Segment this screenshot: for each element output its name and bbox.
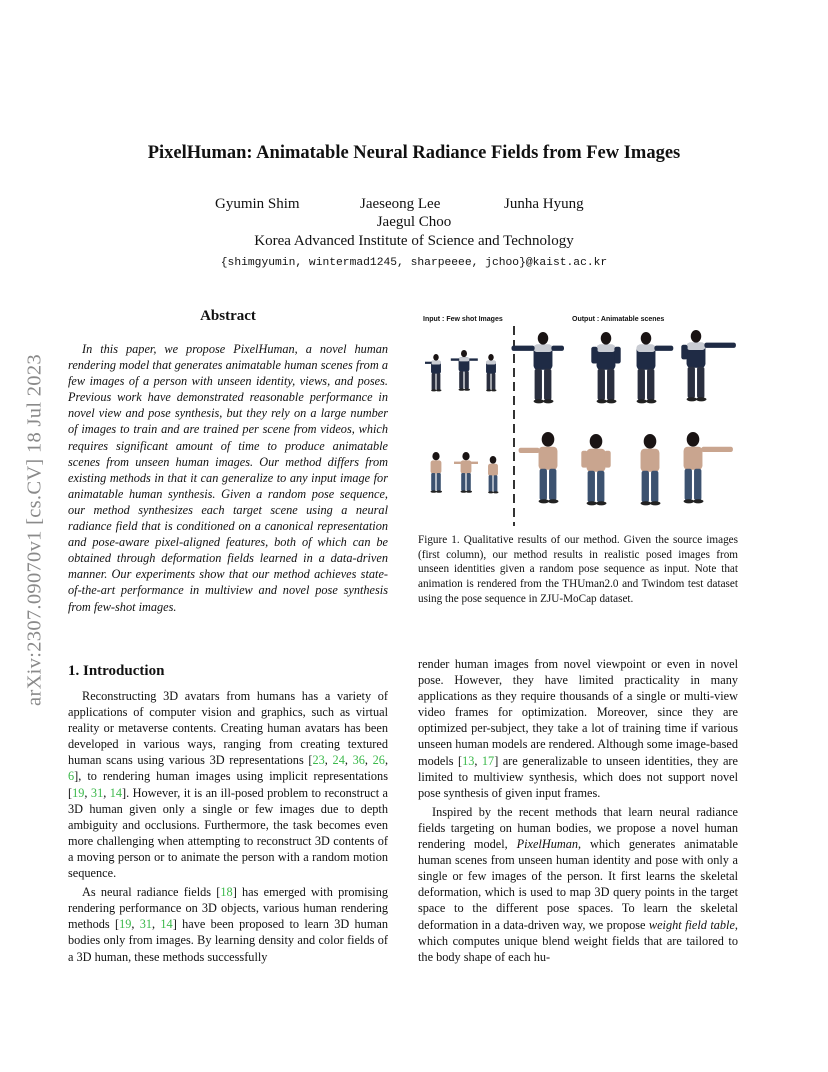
paper-title: PixelHuman: Animatable Neural Radiance Fields from Few Images [147,143,681,163]
citation-link[interactable]: 31 [139,917,153,932]
citation-link[interactable]: 19 [119,917,132,932]
abstract-body [68,341,388,615]
intro-right-column [418,656,738,965]
arxiv-sidebar [10,290,60,770]
citation-link[interactable]: 26 [372,753,385,768]
citation-link[interactable]: 31 [90,785,104,800]
author-1: Gyumin Shim [215,196,300,212]
figure-1-caption: Figure 1. Qualitative results of our method. Given the source images (first column), our method results in realistic posed images from unseen identities given a random pose sequence as input. Note that animation is rendered from the THUman2.0 and Twindom test dataset using the pose sequence in ZJU-MoCap dataset. [418,534,738,605]
figure-input-label: Input : Few shot Images [423,316,503,323]
citation-link[interactable]: 19 [72,785,85,800]
citation-link[interactable]: 23 [312,753,325,768]
intro-left-column [68,688,388,965]
citation-link[interactable]: 13 [462,753,475,768]
arxiv-identifier: arXiv:2307.09070v1 [cs.CV] 18 Jul 2023 [23,354,46,706]
affiliation: Korea Advanced Institute of Science and Technology [254,233,574,249]
author-4: Jaegul Choo [376,214,452,230]
citation-link[interactable]: 17 [481,753,495,768]
figure-1 [418,316,738,528]
citation-link[interactable]: 14 [109,785,123,800]
citation-link[interactable]: 14 [160,917,173,932]
author-2: Jaeseong Lee [360,196,441,212]
figure-1-image [418,326,738,528]
citation-link[interactable]: 24 [332,753,345,768]
intro-paragraph-4: Inspired by the recent methods that learn neural radiance fields targeting on human bodies, we propose a novel human rendering model, PixelHuman, which generates animatable human scenes from unseen human identity and pose with only a single or few images of the person. It first learns the skeletal deformation, which is used to map 3D query points in the target space to the different pose spaces. To learn the skeletal deformation in a data-driven way, we propose weight field table, which computes unique blend weight fields that are tailored to the body shape of each hu- [418,804,739,964]
abstract-heading: Abstract [200,308,256,324]
author-emails: {shimgyumin, wintermad1245, sharpeeee, jchoo}@kaist.ac.kr [220,257,608,269]
abstract-text: In this paper, we propose PixelHuman, a novel human rendering model that generates animatable human scenes from a few images of a person with unseen identity, views, and poses. Previous work have demonstrated reasonable performance in novel view and pose synthesis, but they rely on a large number of images to train and are trained per scene from videos, which requires significant amount of time to produce animatable scenes from unseen human images. Our method differs from existing methods in that it can generalize to any input image for animatable human synthesis. Given a random pose sequence, our method synthesizes each target scene using a neural radiance field that is conditioned on a canonical representation and pose-aware pixel-aligned features, both of which can be obtained through deformation fields learned in a data-driven manner. Our experiments show that our method achieves state-of-the-art performance in multiview and novel pose synthesis from few-shot images. [68,342,388,614]
intro-paragraph-2: As neural radiance fields [18] has emerged with promising rendering performance on 3D objects, various human rendering methods [19, 31, 14] have been proposed to learn 3D human bodies only from images. By learning density and color fields of a 3D human, these methods successfully [68,885,388,964]
section-heading-introduction: 1. Introduction [68,663,165,679]
author-3: Junha Hyung [504,196,584,212]
citation-link[interactable]: 6 [68,769,75,784]
citation-link[interactable]: 18 [220,885,233,900]
citation-link[interactable]: 36 [352,753,365,768]
figure-output-label: Output : Animatable scenes [572,316,665,323]
intro-paragraph-1: Reconstructing 3D avatars from humans has a variety of applications of computer vision and graphics, such as virtual reality or metaverse contents. Creating human avatars has been developed in various ways, ranging from creating textured human scans using various 3D representations [23, 24, 36, 26, 6], to rendering human images using implicit representations [19, 31, 14]. However, it is an ill-posed problem to reconstruct a 3D human given only a single or few images due to depth ambiguity and occlusions. Furthermore, the task becomes even more challenging when attempting to reconstruct 3D contents of a moving person or to animate the person with a random motion sequence. [68,689,389,881]
intro-paragraph-3: render human images from novel viewpoint or even in novel pose. However, they have limited practicality in many applications as they require thousands of a single or multi-view video frames for optimization. Moreover, since they are optimized per-subject, they take a lot of training time if various unseen human models are rendered. Although some image-based models [13, 17] are generalizable to unseen identities, they are limited to multiview synthesis, which does not support novel pose synthesis of given input frames. [418,657,738,800]
